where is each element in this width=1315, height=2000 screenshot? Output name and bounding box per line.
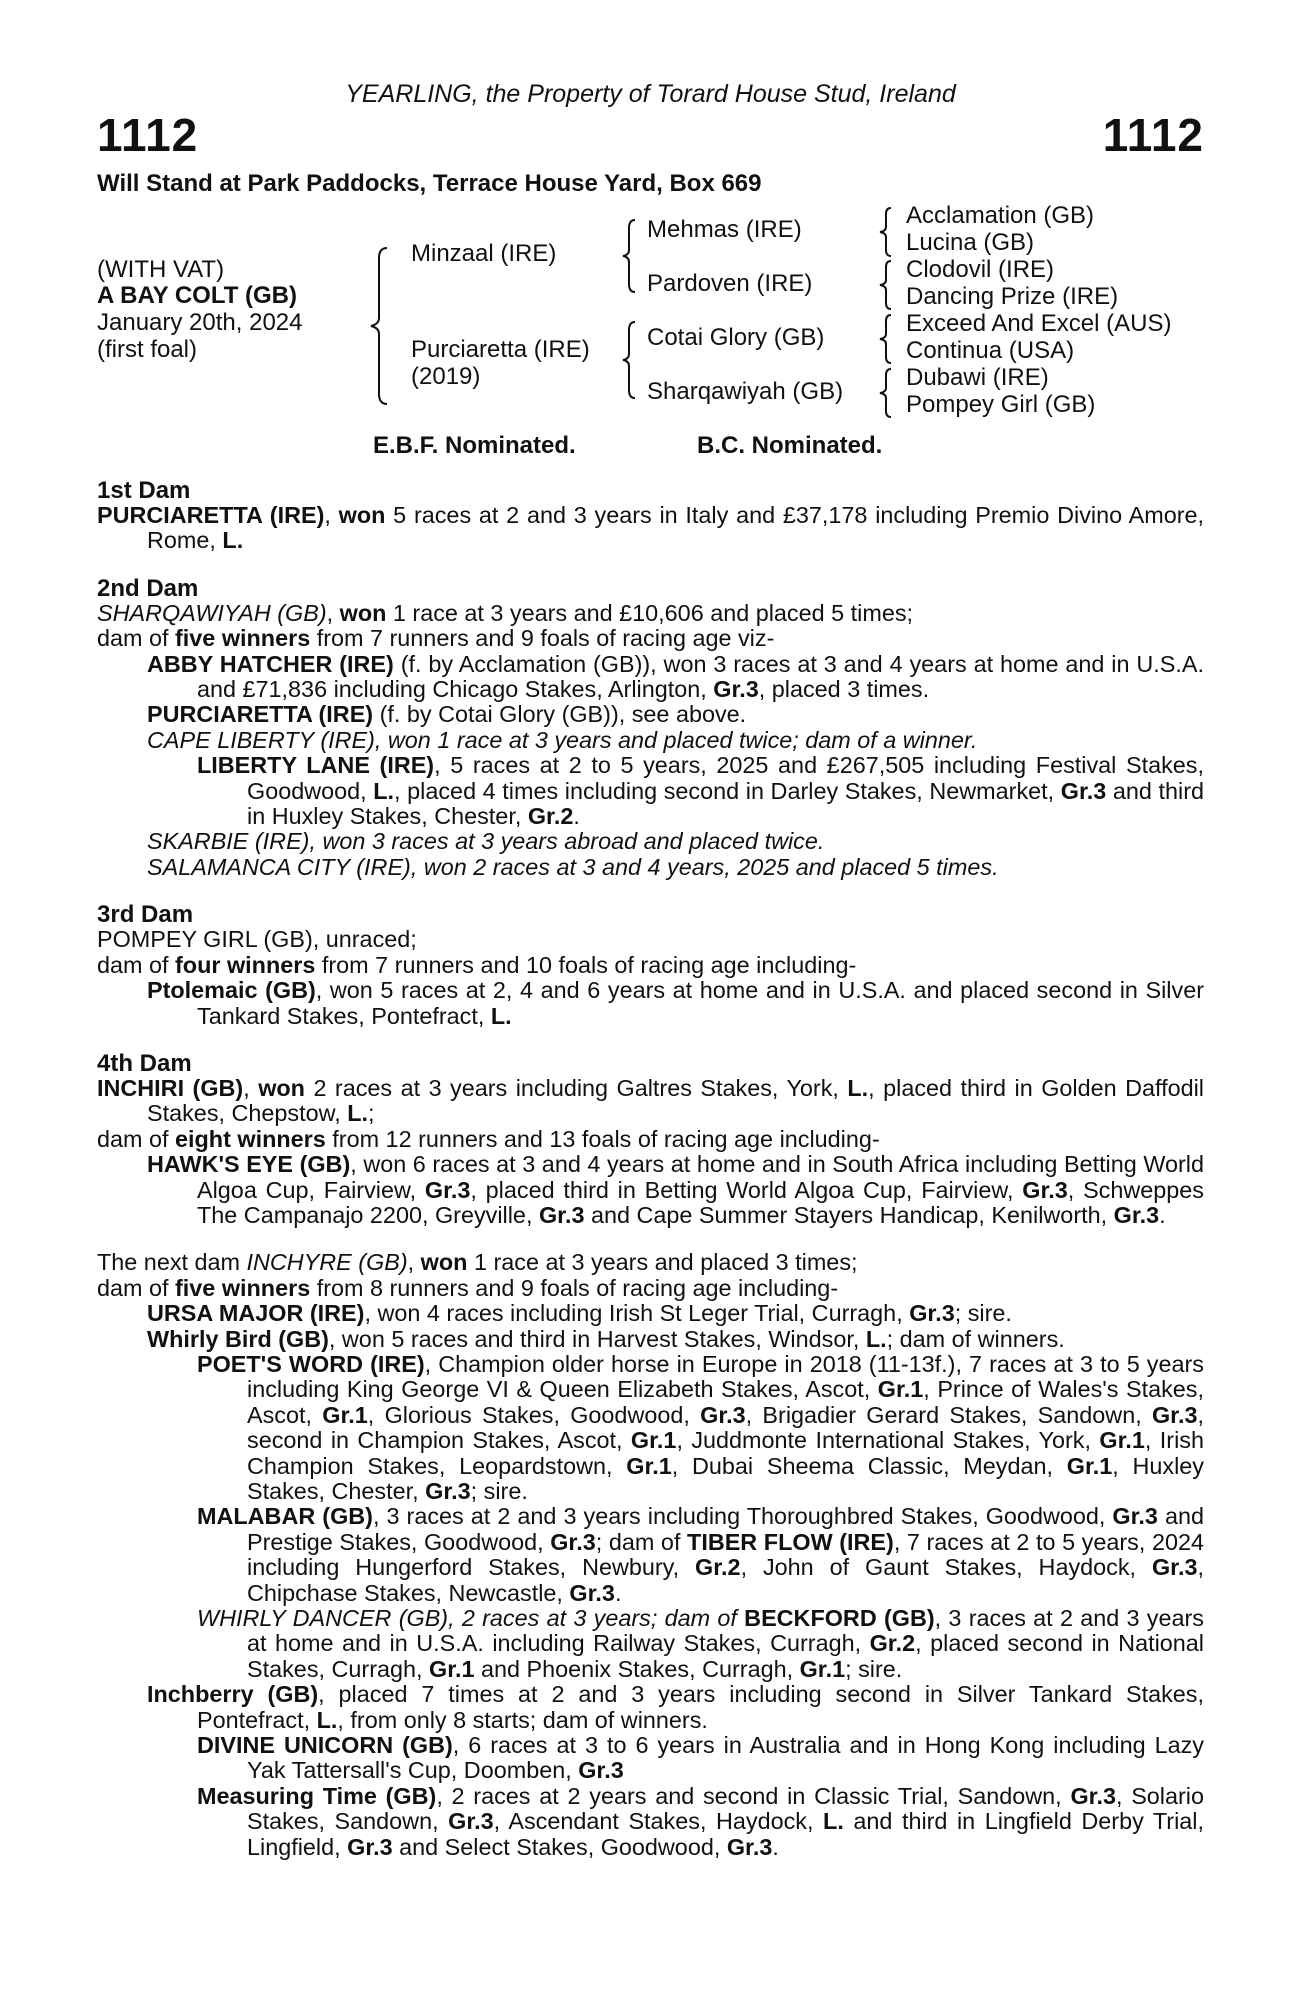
ancestor-ddd: Pompey Girl (GB) (906, 391, 1096, 418)
first-dam-heading: 1st Dam (97, 477, 191, 504)
ebf-nomination: E.B.F. Nominated. (373, 432, 576, 459)
brace-3a (875, 206, 897, 258)
ancestor-sds: Clodovil (IRE) (906, 256, 1055, 283)
vendor-line: YEARLING, the Property of Torard House Stud, Ireland (345, 80, 956, 108)
dam-year: (2019) (411, 363, 481, 390)
lot-number-left: 1112 (97, 109, 199, 161)
dam-name: Purciaretta (IRE) (411, 336, 590, 363)
main-brace (365, 246, 395, 406)
dam-dam: Sharqawiyah (GB) (647, 378, 844, 405)
ancestor-sdd: Dancing Prize (IRE) (906, 283, 1119, 310)
birth-date: January 20th, 2024 (97, 309, 303, 336)
sire-brace (617, 218, 641, 294)
lot-number-right: 1112 (1102, 109, 1204, 161)
produce-whirly-bird: Whirly Bird (GB), won 5 races and third in Harvest Stakes, Windsor, L.; dam of winners. (147, 1325, 1065, 1352)
ancestor-sss: Acclamation (GB) (906, 202, 1095, 229)
produce-purciaretta: PURCIARETTA (IRE) (f. by Cotai Glory (GB)), see above. (147, 701, 747, 728)
produce-malabar: MALABAR (GB), 3 races at 2 and 3 years including Thoroughbred Stakes, Goodwood, Gr.3 and Prestige Stakes, Goodwood, Gr.3; dam of TIBER FLOW (IRE), 7 races at 2 to 5 years, 2024 including Hungerford Stakes, Newbury, Gr.2, John of Gaunt Stakes, Haydock, Gr.3, Chipchase Stakes, Newcastle, Gr.3. (197, 1503, 1205, 1606)
fourth-dam-heading: 4th Dam (97, 1049, 192, 1077)
brace-3b (875, 259, 897, 311)
second-dam-intro: SHARQAWIYAH (GB), won 1 race at 3 years and £10,606 and placed 5 times; (97, 599, 914, 626)
foal-note: (first foal) (97, 336, 198, 363)
third-dam-intro: POMPEY GIRL (GB), unraced; (97, 926, 417, 953)
second-dam-produce: dam of five winners from 7 runners and 9 foals of racing age viz- (97, 625, 775, 652)
produce-skarbie: SKARBIE (IRE), won 3 races at 3 years abroad and placed twice. (147, 828, 825, 855)
produce-inchberry: Inchberry (GB), placed 7 times at 2 and 3 years including second in Silver Tankard Stakes, Pontefract, L., from only 8 starts; dam of winners. (147, 1681, 1204, 1733)
catalogue-body (97, 478, 1204, 1860)
brace-3d (875, 367, 897, 419)
lot-title: A BAY COLT (GB) (97, 282, 298, 309)
stabling-location: Will Stand at Park Paddocks, Terrace House Yard, Box 669 (97, 170, 762, 197)
next-dam-intro: The next dam INCHYRE (GB), won 1 race at 3 years and placed 3 times; (97, 1249, 858, 1276)
third-dam-heading: 3rd Dam (97, 901, 194, 929)
ancestor-dss: Exceed And Excel (AUS) (906, 310, 1172, 337)
produce-poets-word: POET'S WORD (IRE), Champion older horse in Europe in 2018 (11-13f.), 7 races at 3 to 5 years including King George VI & Queen Elizabeth Stakes, Ascot, Gr.1, Prince of Wales's Stakes, Ascot, Gr.1, Glorious Stakes, Goodwood, Gr.3, Brigadier Gerard Stakes, Sandown, Gr.3, second in Champion Stakes, Ascot, Gr.1, Juddmonte International Stakes, York, Gr.1, Irish Champion Stakes, Leopardstown, Gr.1, Dubai Sheema Classic, Meydan, Gr.1, Huxley Stakes, Chester, Gr.3; sire. (197, 1350, 1204, 1504)
first-dam-entry: PURCIARETTA (IRE), won 5 races at 2 and 3 years in Italy and £37,178 including Premio Divino Amore, Rome, L. (97, 502, 1204, 554)
dam-brace (617, 320, 641, 400)
sire-name: Minzaal (IRE) (411, 240, 557, 267)
produce-whirly-dancer: WHIRLY DANCER (GB), 2 races at 3 years; dam of BECKFORD (GB), 3 races at 2 and 3 years at home and in U.S.A. including Railway Stakes, Curragh, Gr.2, placed second in National Stakes, Curragh, Gr.1 and Phoenix Stakes, Curragh, Gr.1; sire. (197, 1605, 1204, 1682)
pedigree-table (97, 0, 1204, 459)
vat-note: (WITH VAT) (97, 256, 225, 283)
ancestor-ssd: Lucina (GB) (906, 229, 1035, 256)
produce-divine-unicorn: DIVINE UNICORN (GB), 6 races at 3 to 6 years in Australia and in Hong Kong including Lazy Yak Tattersall's Cup, Doomben, Gr.3 (197, 1732, 1204, 1784)
dam-sire: Cotai Glory (GB) (647, 324, 825, 351)
sire-sire: Mehmas (IRE) (647, 216, 802, 243)
produce-measuring-time: Measuring Time (GB), 2 races at 2 years and second in Classic Trial, Sandown, Gr.3, Solario Stakes, Sandown, Gr.3, Ascendant Stakes, Haydock, L. and third in Lingfield Derby Trial, Lingfield, Gr.3 and Select Stakes, Goodwood, Gr.3. (197, 1782, 1205, 1860)
fourth-dam-produce: dam of eight winners from 12 runners and 13 foals of racing age including- (97, 1125, 880, 1152)
sire-dam: Pardoven (IRE) (647, 270, 813, 297)
produce-hawks-eye: HAWK'S EYE (GB), won 6 races at 3 and 4 years at home and in South Africa including Betting World Algoa Cup, Fairview, Gr.3, placed third in Betting World Algoa Cup, Fairview, Gr.3, Schweppes The Campanajo 2200, Greyville, Gr.3 and Cape Summer Stayers Handicap, Kenilworth, Gr.3. (147, 1151, 1205, 1228)
produce-cape-liberty: CAPE LIBERTY (IRE), won 1 race at 3 years and placed twice; dam of a winner. (147, 726, 978, 753)
ancestor-dds: Dubawi (IRE) (906, 364, 1049, 391)
produce-ursa-major: URSA MAJOR (IRE), won 4 races including Irish St Leger Trial, Curragh, Gr.3; sire. (147, 1300, 1012, 1327)
third-dam-produce: dam of four winners from 7 runners and 10 foals of racing age including- (97, 951, 857, 978)
produce-salamanca-city: SALAMANCA CITY (IRE), won 2 races at 3 and 4 years, 2025 and placed 5 times. (147, 853, 999, 880)
produce-liberty-lane: LIBERTY LANE (IRE), 5 races at 2 to 5 years, 2025 and £267,505 including Festival Stakes, Goodwood, L., placed 4 times including second in Darley Stakes, Newmarket, Gr.3 and third in Huxley Stakes, Chester, Gr.2. (197, 752, 1205, 830)
second-dam-heading: 2nd Dam (97, 574, 199, 602)
fourth-dam-entry: INCHIRI (GB), won 2 races at 3 years including Galtres Stakes, York, L., placed third in Golden Daffodil Stakes, Chepstow, L.; (97, 1074, 1204, 1127)
bc-nomination: B.C. Nominated. (697, 432, 883, 459)
ancestor-dsd: Continua (USA) (906, 337, 1075, 364)
next-dam-produce: dam of five winners from 8 runners and 9 foals of racing age including- (97, 1274, 839, 1301)
brace-3c (875, 313, 897, 365)
produce-ptolemaic: Ptolemaic (GB), won 5 races at 2, 4 and 6 years at home and in U.S.A. and placed second in Silver Tankard Stakes, Pontefract, L. (147, 977, 1204, 1029)
produce-abby-hatcher: ABBY HATCHER (IRE) (f. by Acclamation (GB)), won 3 races at 3 and 4 years at home and in U.S.A. and £71,836 including Chicago Stakes, Arlington, Gr.3, placed 3 times. (147, 650, 1204, 703)
